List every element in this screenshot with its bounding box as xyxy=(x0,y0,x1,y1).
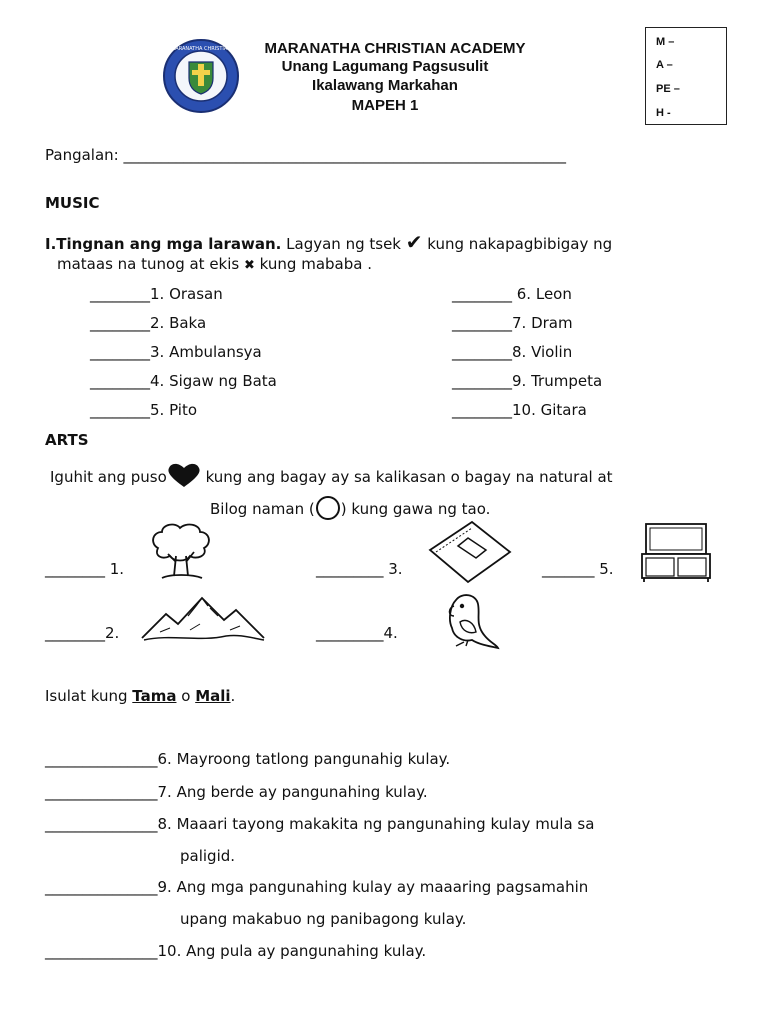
music-item-3[interactable]: ________3. Ambulansya xyxy=(90,343,262,361)
music-item-4[interactable]: ________4. Sigaw ng Bata xyxy=(90,372,277,390)
music-instruction-text: kung nakapagbibigay ng xyxy=(422,235,613,253)
tf-instruction-text: . xyxy=(230,687,236,705)
quarter-title: Ikalawang Markahan xyxy=(312,77,458,94)
tf-item-10[interactable]: _______________10. Ang pula ay pangunahing kulay. xyxy=(45,942,427,960)
music-instruction-text: Lagyan ng tsek xyxy=(281,235,406,253)
name-field[interactable]: Pangalan: ___________________________________________________________ xyxy=(45,146,566,164)
mali-word: Mali xyxy=(195,687,231,705)
arts-item-4[interactable]: _________4. xyxy=(316,624,398,642)
checkmark-icon: ✔ xyxy=(405,230,423,254)
tv-cabinet-icon xyxy=(640,522,712,584)
score-health: H - xyxy=(656,107,671,119)
score-music: M – xyxy=(656,36,675,48)
school-name: MARANATHA CHRISTIAN ACADEMY xyxy=(264,40,526,57)
arts-instruction-text: Iguhit ang puso xyxy=(50,468,167,486)
score-pe: PE – xyxy=(656,83,680,95)
music-instruction-line1 xyxy=(45,230,612,254)
tf-item-9[interactable]: _______________9. Ang mga pangunahing kulay ay maaaring pagsamahin xyxy=(45,878,589,896)
tf-item-8[interactable]: _______________8. Maaari tayong makakita ng pangunahing kulay mula sa xyxy=(45,815,595,833)
circle-icon xyxy=(315,495,341,521)
arts-item-5[interactable]: _______ 5. xyxy=(542,560,614,578)
tama-word: Tama xyxy=(132,687,177,705)
arts-instruction-line1 xyxy=(50,462,613,488)
music-item-2[interactable]: ________2. Baka xyxy=(90,314,207,332)
notebook-icon xyxy=(428,520,512,584)
music-instruction-bold: I.Tingnan ang mga larawan. xyxy=(45,235,282,253)
score-box xyxy=(645,27,727,125)
music-item-1[interactable]: ________1. Orasan xyxy=(90,285,223,303)
tf-item-7[interactable]: _______________7. Ang berde ay pangunahing kulay. xyxy=(45,783,428,801)
svg-text:MARANATHA CHRISTIAN: MARANATHA CHRISTIAN xyxy=(170,46,232,52)
music-instruction-text: kung mababa . xyxy=(254,255,372,273)
arts-heading: ARTS xyxy=(45,431,89,449)
tf-instruction xyxy=(45,687,235,705)
tf-item-8-continued: paligid. xyxy=(180,847,236,865)
music-item-5[interactable]: ________5. Pito xyxy=(90,401,198,419)
music-item-8[interactable]: ________8. Violin xyxy=(452,343,573,361)
tf-item-6[interactable]: _______________6. Mayroong tatlong pangunahig kulay. xyxy=(45,750,451,768)
music-instruction-text: mataas na tunog at ekis xyxy=(57,255,244,273)
parrot-icon xyxy=(438,592,500,652)
subject-title: MAPEH 1 xyxy=(351,97,419,114)
music-item-9[interactable]: ________9. Trumpeta xyxy=(452,372,603,390)
score-arts: A – xyxy=(656,59,673,71)
tf-instruction-text: o xyxy=(176,687,196,705)
arts-instruction-text: ) kung gawa ng tao. xyxy=(340,500,491,518)
tf-instruction-text: Isulat kung xyxy=(45,687,133,705)
tf-item-9-continued: upang makabuo ng panibagong kulay. xyxy=(180,910,467,928)
exam-title: Unang Lagumang Pagsusulit xyxy=(281,58,489,75)
arts-instruction-text: kung ang bagay ay sa kalikasan o bagay na natural at xyxy=(200,468,613,486)
heart-icon xyxy=(167,462,201,488)
music-item-10[interactable]: ________10. Gitara xyxy=(452,401,587,419)
arts-instruction-line2 xyxy=(210,495,490,521)
music-heading: MUSIC xyxy=(45,194,100,212)
mountains-icon xyxy=(140,594,266,644)
arts-item-2[interactable]: ________2. xyxy=(45,624,120,642)
arts-item-1[interactable]: ________ 1. xyxy=(45,560,125,578)
music-item-7[interactable]: ________7. Dram xyxy=(452,314,573,332)
arts-instruction-text: Bilog naman ( xyxy=(210,500,315,518)
x-mark-icon: ✖ xyxy=(244,258,255,273)
school-seal-logo xyxy=(162,38,240,114)
arts-item-3[interactable]: _________ 3. xyxy=(316,560,403,578)
music-instruction-line2 xyxy=(57,255,372,273)
tree-icon xyxy=(148,522,214,582)
music-item-6[interactable]: ________ 6. Leon xyxy=(452,285,572,303)
